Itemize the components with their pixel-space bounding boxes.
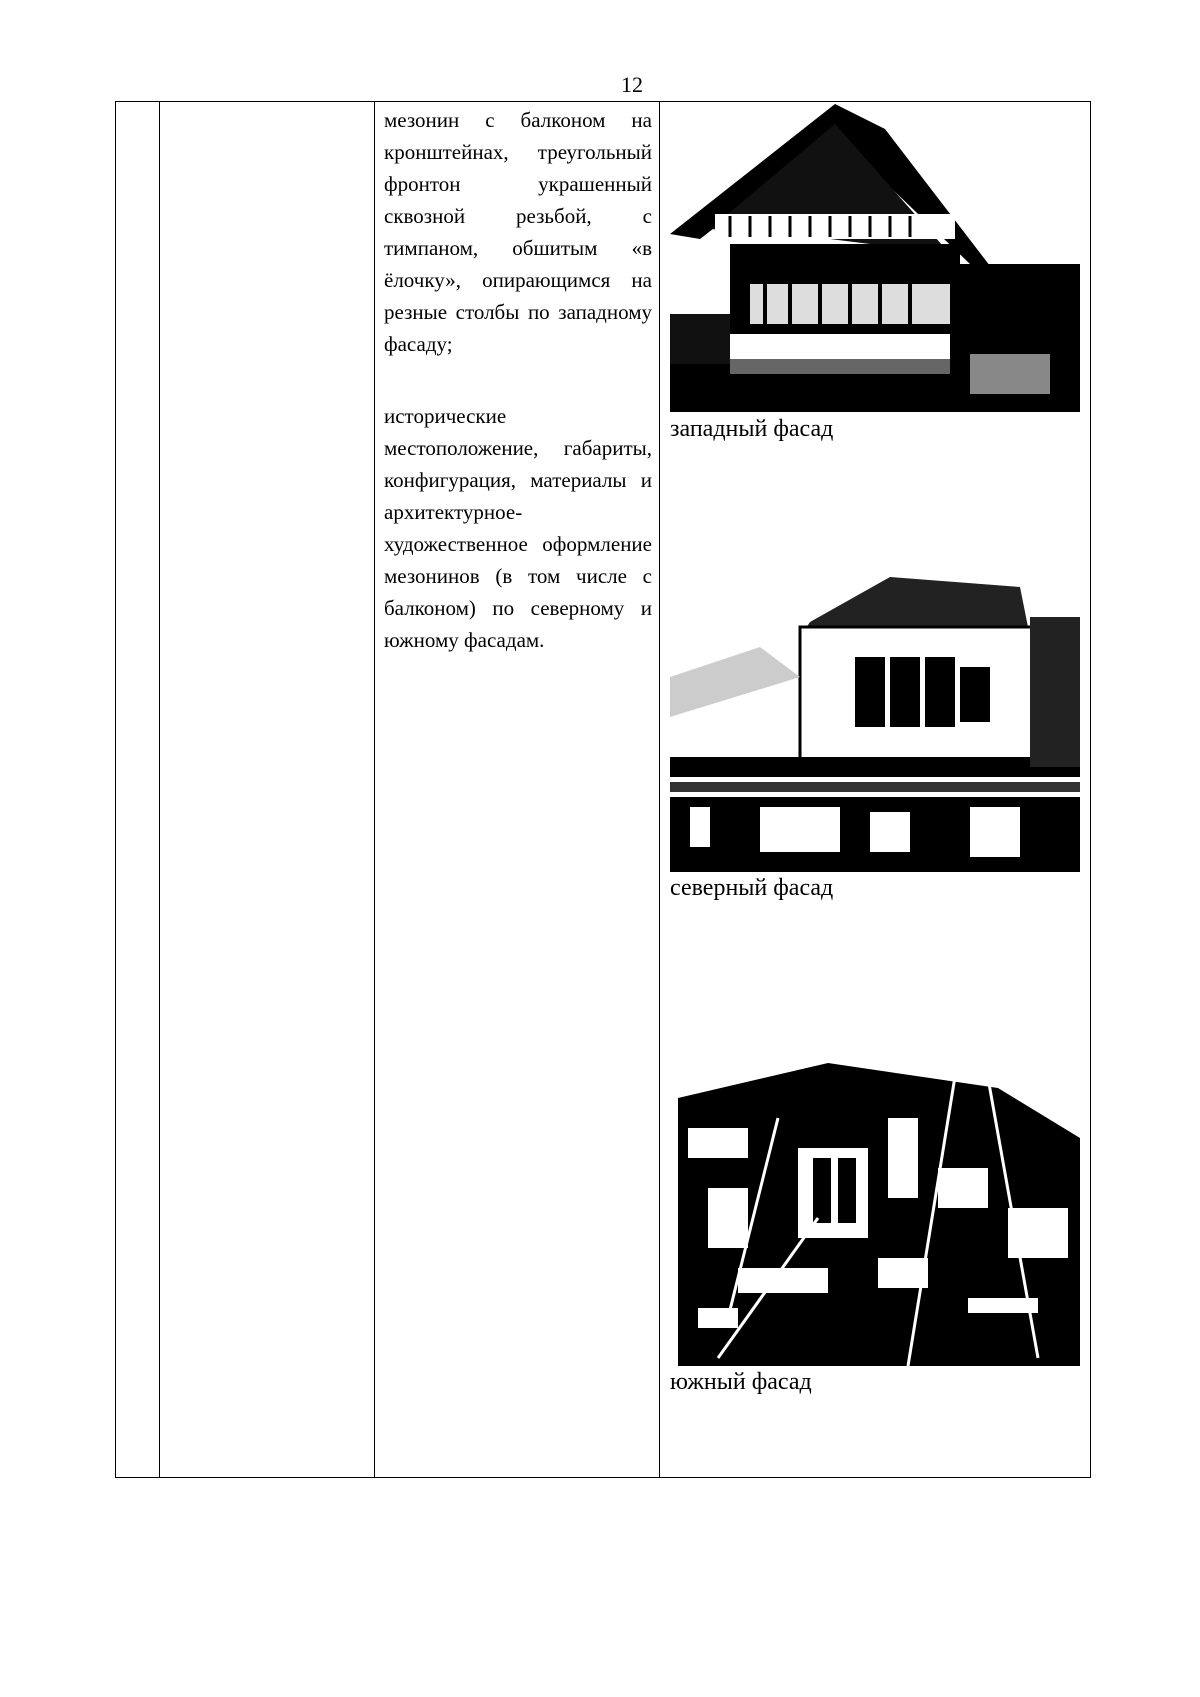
text-block-north-south: исторические местоположение, габариты, конфигурация, материалы и архитектурное-художественное оформление мезонинов (в том числе с балконом) по северному и южному фасадам. xyxy=(384,404,652,652)
north-facade-caption: северный фасад xyxy=(670,875,834,901)
page-number: 12 xyxy=(621,72,643,97)
south-facade-caption: южный фасад xyxy=(670,1369,812,1395)
west-facade-photo xyxy=(670,104,1080,412)
west-facade-caption: западный фасад xyxy=(670,416,834,442)
text-block-west: мезонин с балконом на кронштейнах, треугольный фронтон украшенный сквозной резьбой, с тимпаном, обшитым «в ёлочку», опирающимся на резные столбы по западному фасаду; xyxy=(384,108,652,356)
document-table xyxy=(115,101,1091,1478)
column-divider xyxy=(159,102,160,1477)
south-facade-photo xyxy=(678,1058,1080,1366)
north-facade-photo xyxy=(670,557,1080,872)
description-cell xyxy=(384,104,652,656)
column-divider xyxy=(659,102,660,1477)
column-divider xyxy=(374,102,375,1477)
